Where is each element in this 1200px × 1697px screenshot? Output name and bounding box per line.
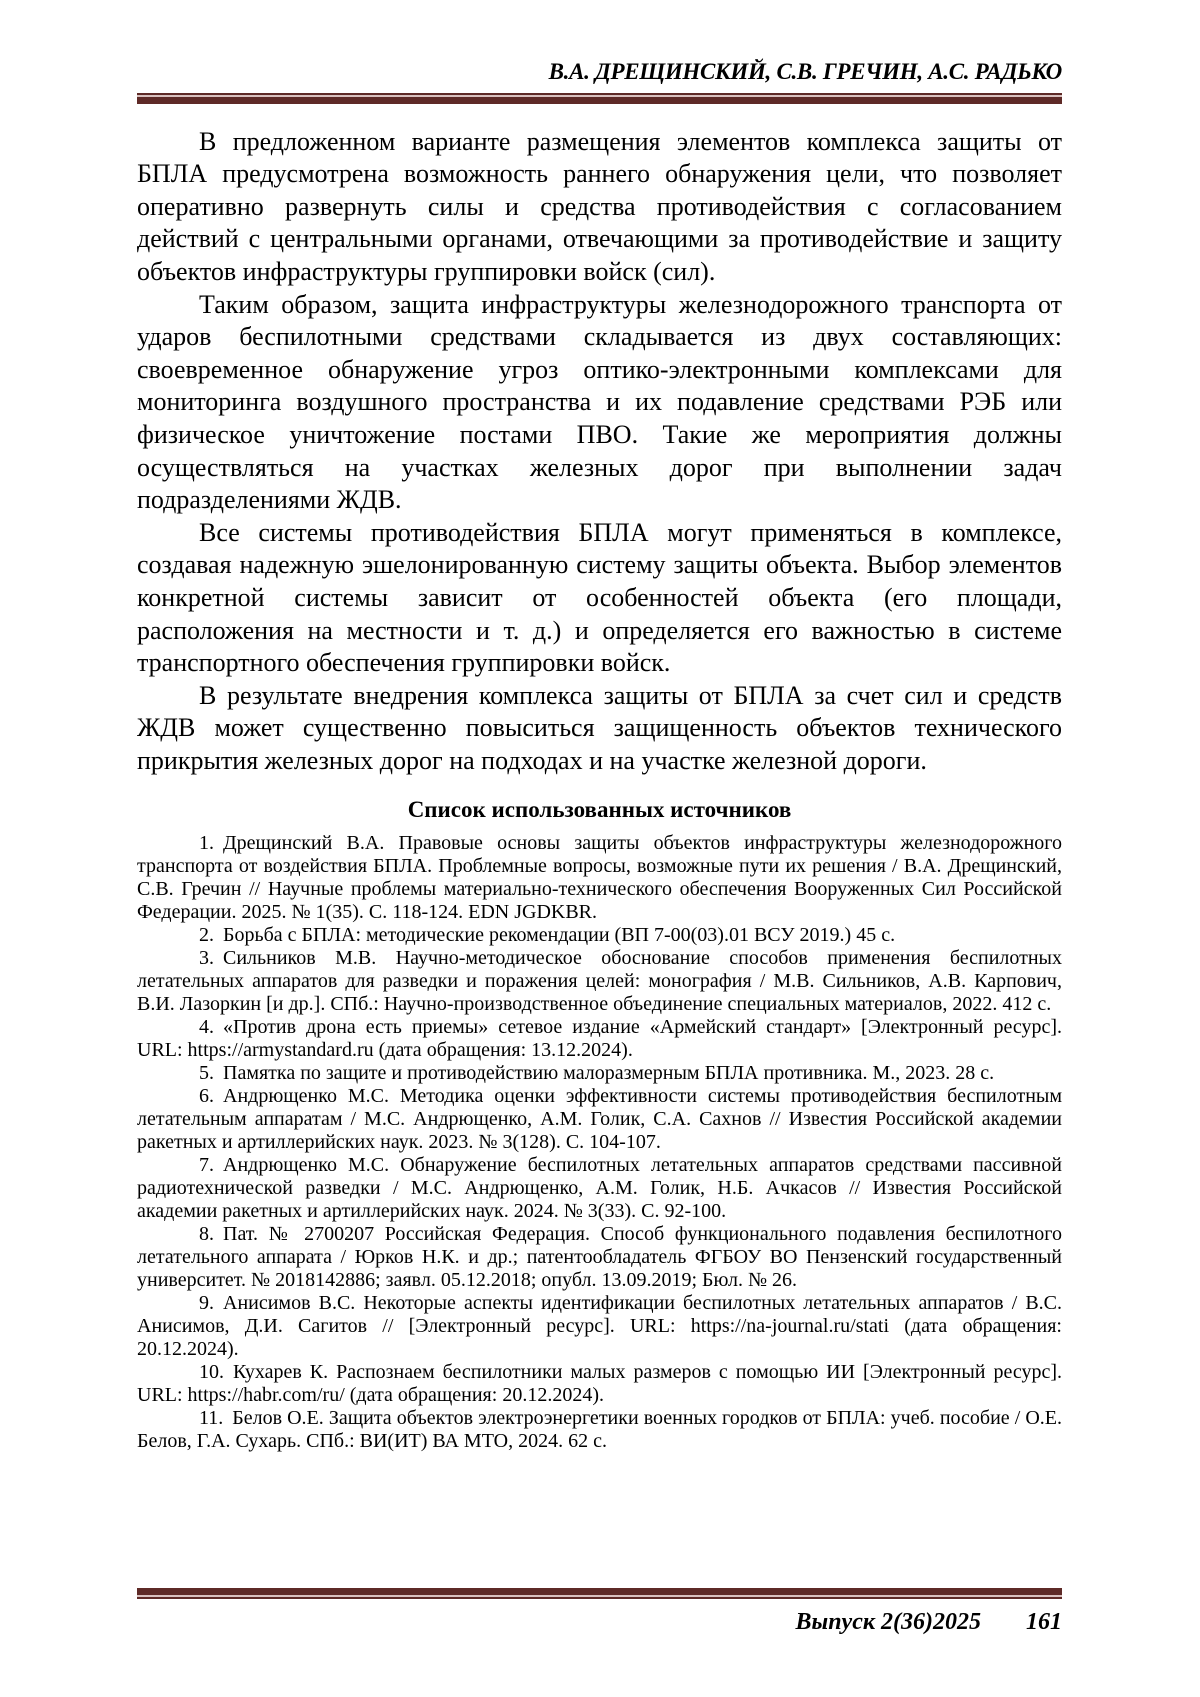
- header-divider: [137, 93, 1062, 104]
- body-paragraph: В результате внедрения комплекса защиты от БПЛА за счет сил и средств ЖДВ может существенно повыситься защищенность объектов технического прикрытия железных дорог на подходах и на участке железной дороги.: [137, 680, 1062, 775]
- reference-text: «Против дрона есть приемы» сетевое издание «Армейский стандарт» [Электронный ресурс]. URL: https://armystandard.ru (дата обращения: 13.12.2024).: [137, 1016, 1062, 1062]
- reference-number: 9.: [199, 1292, 214, 1315]
- reference-number: 1.: [199, 832, 214, 855]
- reference-item: [137, 1085, 1062, 1154]
- references-list: [137, 832, 1062, 1453]
- reference-text: Андрющенко М.С. Обнаружение беспилотных летательных аппаратов средствами пассивной радиотехнической разведки / М.С. Андрющенко, А.М. Голик, Н.Б. Ачкасов // Известия Российской академии ракетных и артиллерийских наук. 2024. № 3(33). С. 92-100.: [137, 1154, 1062, 1223]
- reference-number: 8.: [199, 1223, 214, 1246]
- reference-text: Сильников М.В. Научно-методическое обоснование способов применения беспилотных летательных аппаратов для разведки и поражения целей: монография / М.В. Сильников, А.В. Карпович, В.И. Лазоркин [и др.]. СПб.: Научно-производственное объединение специальных материалов, 2022. 412 с.: [137, 947, 1062, 1016]
- footer-divider-thick-line: [137, 1588, 1062, 1595]
- reference-item: [137, 947, 1062, 1016]
- reference-text: Дрещинский В.А. Правовые основы защиты объектов инфраструктуры железнодорожного транспорта от воздействия БПЛА. Проблемные вопросы, возможные пути их решения / В.А. Дрещинский, С.В. Гречин // Научные проблемы материально-технического обеспечения Вооруженных Сил Российской Федерации. 2025. № 1(35). С. 118-124. EDN JGDKBR.: [137, 832, 1062, 924]
- reference-item: [137, 1223, 1062, 1292]
- page-header: [137, 58, 1062, 104]
- footer-text: [137, 1609, 1062, 1636]
- footer-divider-thin-line: [137, 1597, 1062, 1599]
- reference-number: 10.: [199, 1361, 224, 1384]
- reference-text: Борьба с БПЛА: методические рекомендации (ВП 7-00(03).01 ВСУ 2019.) 45 с.: [223, 924, 896, 947]
- article-body: [137, 126, 1062, 1454]
- reference-text: Андрющенко М.С. Методика оценки эффективности системы противодействия беспилотным летательным аппаратам / М.С. Андрющенко, А.М. Голик, С.А. Сахнов // Известия Российской академии ракетных и артиллерийских наук. 2023. № 3(128). С. 104-107.: [137, 1085, 1062, 1154]
- reference-item: [137, 1292, 1062, 1361]
- reference-text: Анисимов В.С. Некоторые аспекты идентификации беспилотных летательных аппаратов / В.С. Анисимов, Д.И. Сагитов // [Электронный ресурс]. URL: https://na-journal.ru/stati (дата обращения: 20.12.2024).: [137, 1292, 1062, 1361]
- body-paragraph: В предложенном варианте размещения элементов комплекса защиты от БПЛА предусмотрена возможность раннего обнаружения цели, что позволяет оперативно развернуть силы и средства противодействия с согласованием действий с центральными органами, отвечающими за противодействие и защиту объектов инфраструктуры группировки войск (сил).: [137, 126, 1062, 286]
- reference-item: [137, 1154, 1062, 1223]
- running-head-authors: В.А. ДРЕЩИНСКИЙ, С.В. ГРЕЧИН, А.С. РАДЬКО: [548, 59, 1062, 84]
- body-paragraph: Таким образом, защита инфраструктуры железнодорожного транспорта от ударов беспилотными средствами складывается из двух составляющих: своевременное обнаружение угроз оптико-электронными комплексами для мониторинга воздушного пространства и их подавление средствами РЭБ или физическое уничтожение постами ПВО. Такие же мероприятия должны осуществляться на участках железных дорог при выполнении задач подразделениями ЖДВ.: [137, 289, 1062, 515]
- reference-number: 3.: [199, 947, 214, 970]
- reference-item: [137, 1062, 1062, 1085]
- reference-number: 6.: [199, 1085, 214, 1108]
- reference-text: Памятка по защите и противодействию малоразмерным БПЛА противника. М., 2023. 28 с.: [223, 1062, 995, 1085]
- reference-number: 7.: [199, 1154, 214, 1177]
- references-title: Список использованных источников: [407, 797, 792, 823]
- reference-item: [137, 1016, 1062, 1062]
- reference-number: 5.: [199, 1062, 214, 1085]
- header-divider-thick-line: [137, 97, 1062, 104]
- reference-item: [137, 832, 1062, 924]
- reference-number: 11.: [199, 1407, 224, 1430]
- reference-item: [137, 1361, 1062, 1407]
- reference-item: [137, 1407, 1062, 1453]
- issue-label: Выпуск 2(36)2025: [795, 1609, 981, 1635]
- page-number: 161: [1026, 1609, 1062, 1635]
- reference-text: Кухарев К. Распознаем беспилотники малых размеров с помощью ИИ [Электронный ресурс]. URL: https://habr.com/ru/ (дата обращения: 20.12.2024).: [137, 1361, 1062, 1407]
- page-footer: [137, 1588, 1062, 1636]
- body-paragraphs: [137, 126, 1062, 778]
- reference-item: [137, 924, 1062, 947]
- reference-text: Пат. № 2700207 Российская Федерация. Способ функционального подавления беспилотного летательного аппарата / Юрков Н.К. и др.; патентообладатель ФГБОУ ВО Пензенский государственный университет. № 2018142886; заявл. 05.12.2018; опубл. 13.09.2019; Бюл. № 26.: [137, 1223, 1062, 1292]
- reference-number: 2.: [199, 924, 214, 947]
- body-paragraph: Все системы противодействия БПЛА могут применяться в комплексе, создавая надежную эшелонированную систему защиты объекта. Выбор элементов конкретной системы зависит от особенностей объекта (его площади, расположения на местности и т. д.) и определяется его важностью в системе транспортного обеспечения группировки войск.: [137, 517, 1062, 678]
- reference-number: 4.: [199, 1016, 214, 1039]
- footer-divider: [137, 1588, 1062, 1599]
- reference-text: Белов О.Е. Защита объектов электроэнергетики военных городков от БПЛА: учеб. пособие / О.Е. Белов, Г.А. Сухарь. СПб.: ВИ(ИТ) ВА МТО, 2024. 62 с.: [137, 1407, 1062, 1453]
